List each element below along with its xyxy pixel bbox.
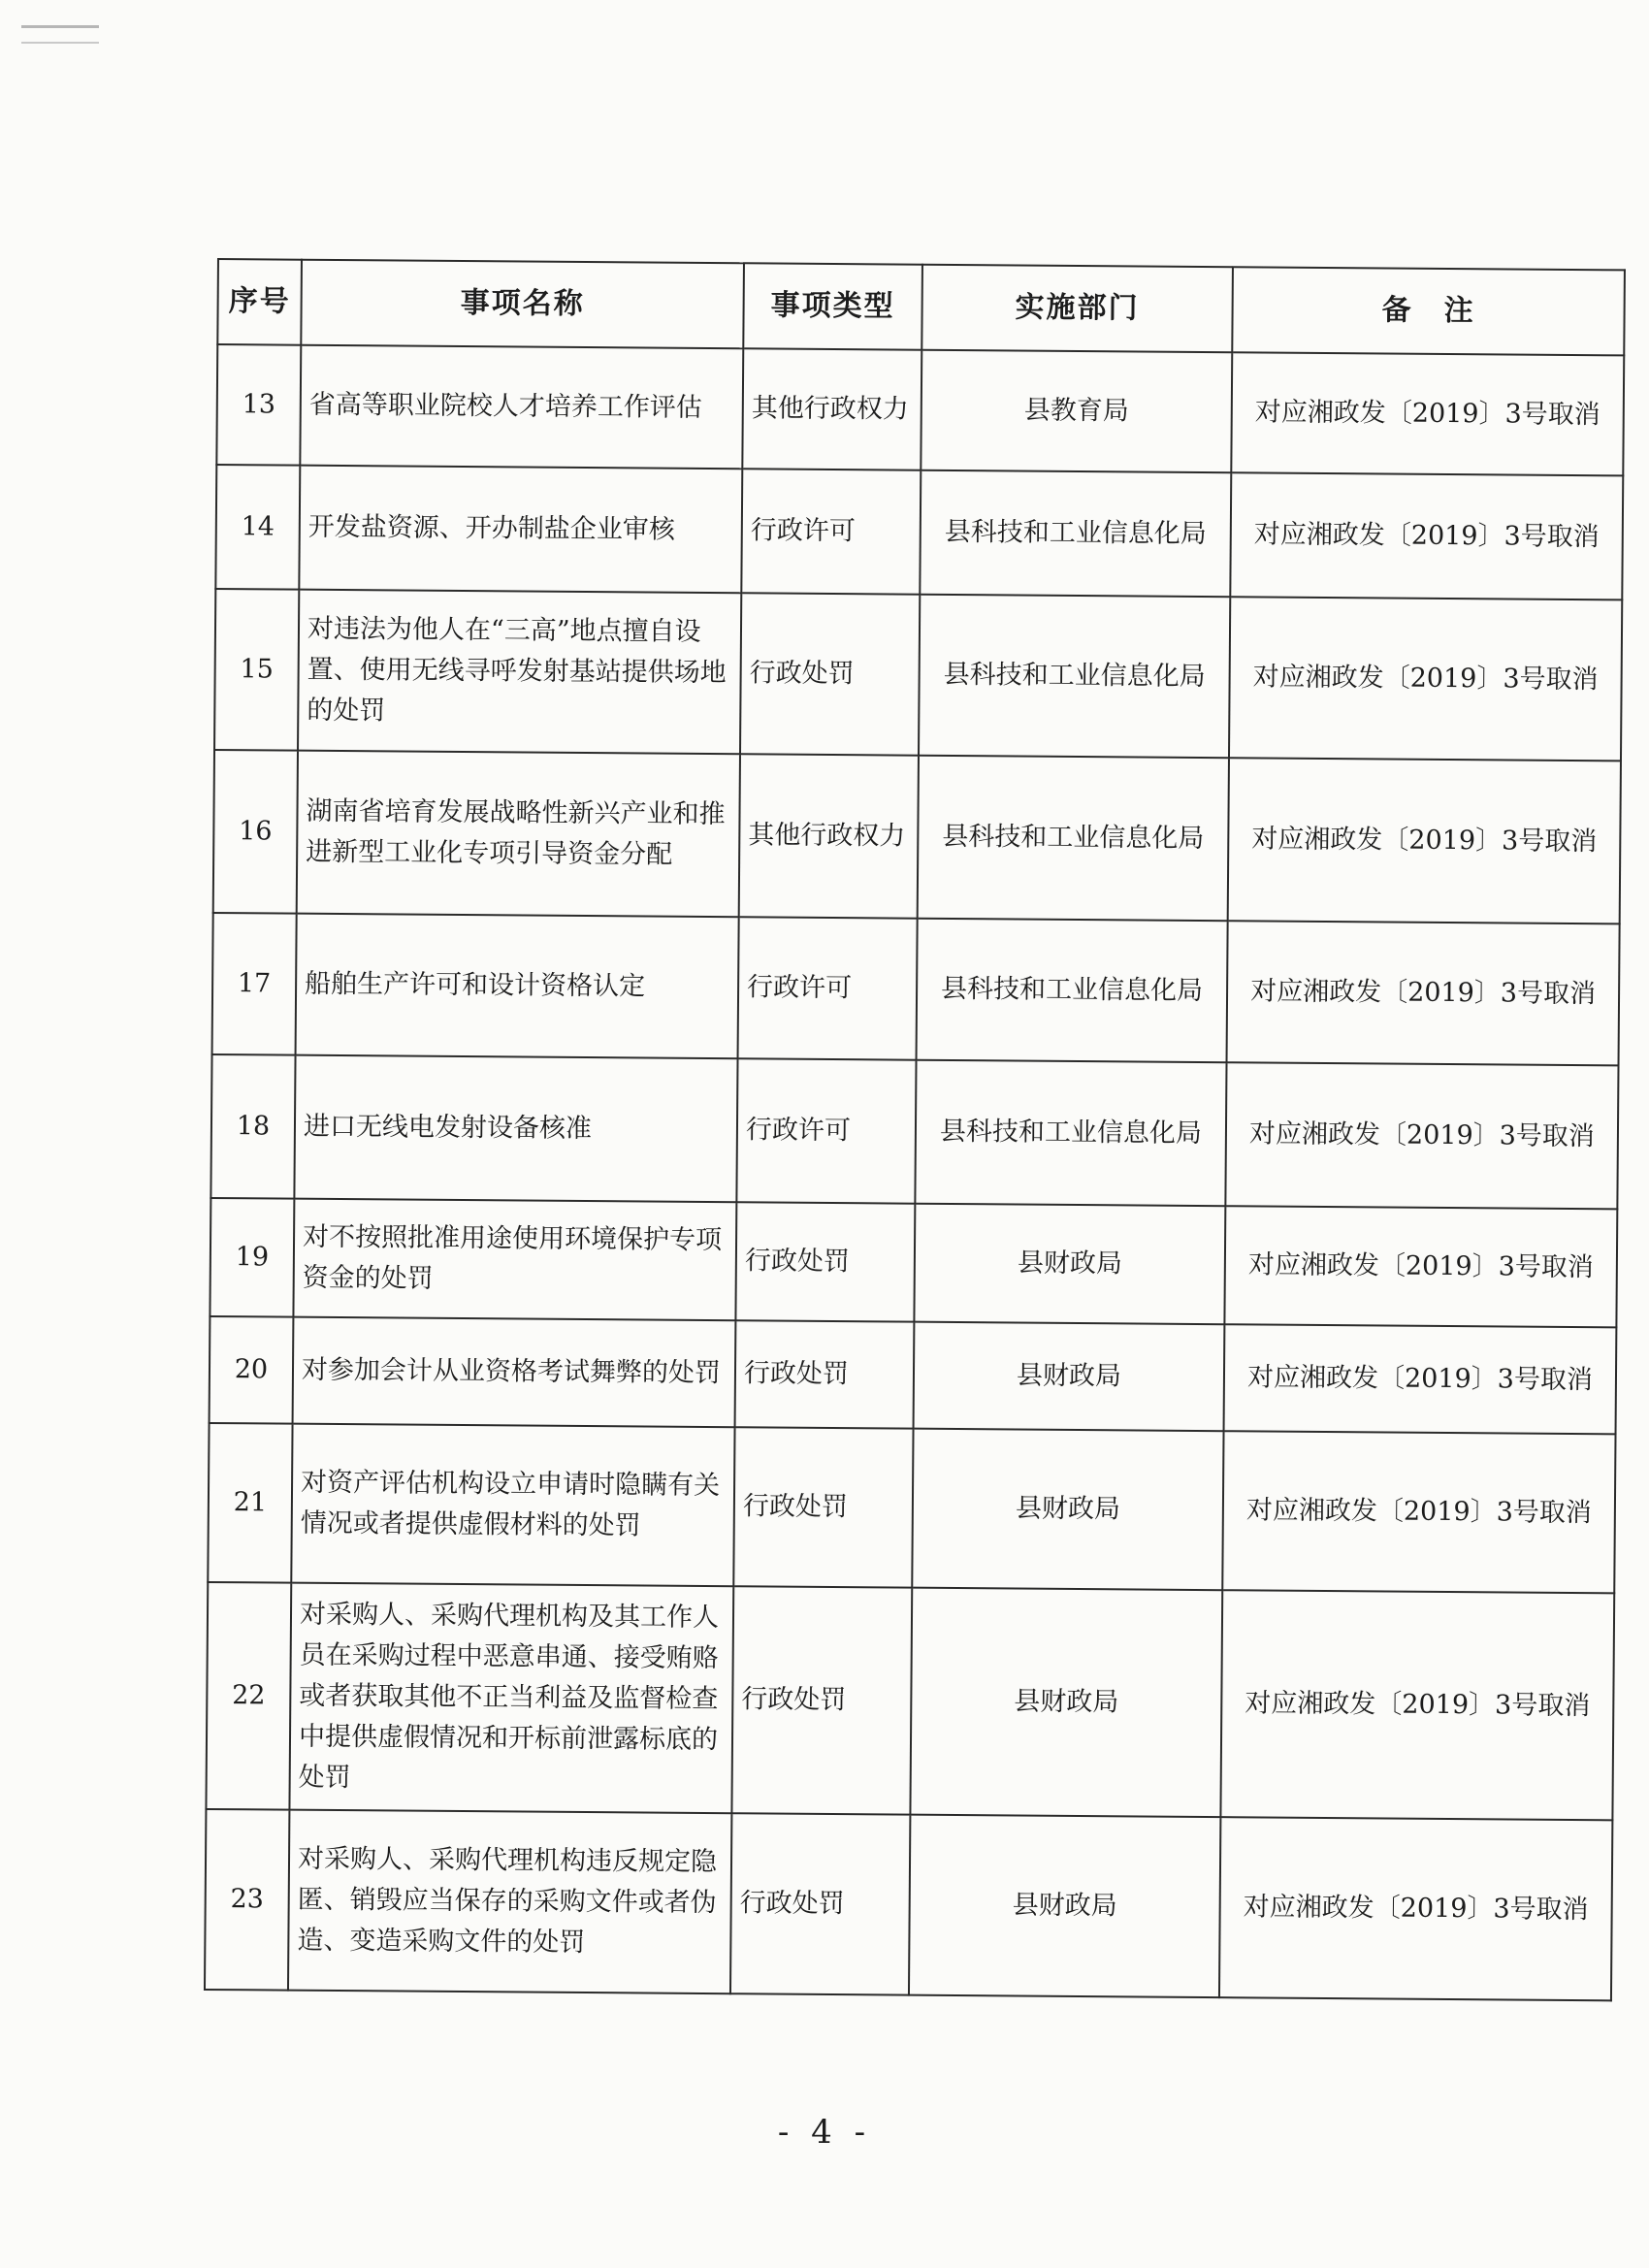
row-type: 行政许可 <box>738 917 918 1059</box>
row-dept: 县科技和工业信息化局 <box>915 1060 1226 1207</box>
row-dept: 县财政局 <box>914 1322 1225 1432</box>
row-type: 行政处罚 <box>730 1813 910 1994</box>
table-row <box>213 750 1621 923</box>
header-type: 事项类型 <box>743 263 922 349</box>
header-dept: 实施部门 <box>922 265 1233 353</box>
row-type: 行政处罚 <box>740 593 920 755</box>
row-note: 对应湘政发〔2019〕3号取消 <box>1220 1590 1614 1820</box>
row-dept: 县财政局 <box>912 1429 1223 1591</box>
row-name: 对采购人、采购代理机构违反规定隐匿、销毁应当保存的采购文件或者伪造、变造采购文件的处罚 <box>288 1810 731 1994</box>
table-row <box>210 1198 1617 1327</box>
row-dept: 县科技和工业信息化局 <box>918 756 1229 922</box>
row-no: 19 <box>210 1198 294 1317</box>
row-note: 对应湘政发〔2019〕3号取消 <box>1225 1062 1618 1209</box>
table-row <box>214 589 1622 761</box>
row-note: 对应湘政发〔2019〕3号取消 <box>1231 352 1624 475</box>
row-name: 对不按照批准用途使用环境保护专项资金的处罚 <box>293 1199 736 1321</box>
row-dept: 县财政局 <box>909 1815 1220 1998</box>
row-no: 14 <box>215 465 300 590</box>
row-note: 对应湘政发〔2019〕3号取消 <box>1230 472 1623 599</box>
header-no: 序号 <box>217 259 302 345</box>
row-note: 对应湘政发〔2019〕3号取消 <box>1227 921 1620 1065</box>
row-no: 16 <box>213 750 298 914</box>
row-note: 对应湘政发〔2019〕3号取消 <box>1224 1324 1617 1434</box>
row-no: 13 <box>216 344 301 466</box>
row-name: 对违法为他人在“三高”地点擅自设置、使用无线寻呼发射基站提供场地的处罚 <box>298 590 741 755</box>
matters-table <box>204 258 1626 2001</box>
row-name: 进口无线电发射设备核准 <box>294 1055 737 1203</box>
row-note: 对应湘政发〔2019〕3号取消 <box>1229 597 1622 761</box>
row-no: 17 <box>212 913 297 1055</box>
row-type: 行政处罚 <box>735 1320 915 1428</box>
table-row <box>216 344 1624 475</box>
scan-artifact <box>21 25 99 44</box>
row-type: 行政处罚 <box>735 1202 915 1321</box>
row-no: 23 <box>205 1809 289 1991</box>
row-name: 湖南省培育发展战略性新兴产业和推进新型工业化专项引导资金分配 <box>297 751 740 918</box>
row-no: 15 <box>214 589 299 751</box>
table-row <box>210 1054 1618 1209</box>
row-no: 21 <box>208 1423 292 1583</box>
row-note: 对应湘政发〔2019〕3号取消 <box>1219 1817 1612 2000</box>
row-type: 其他行政权力 <box>739 754 919 918</box>
row-note: 对应湘政发〔2019〕3号取消 <box>1224 1206 1617 1327</box>
table-row <box>210 1316 1617 1434</box>
row-dept: 县财政局 <box>910 1588 1222 1818</box>
row-type: 行政许可 <box>736 1058 916 1203</box>
row-type: 其他行政权力 <box>742 348 922 470</box>
table-row <box>206 1582 1614 1820</box>
table-row <box>212 913 1620 1065</box>
header-note: 备 注 <box>1232 267 1625 355</box>
row-name: 对采购人、采购代理机构及其工作人员在采购过程中恶意串通、接受贿赂或者获取其他不正当利益及监督检查中提供虚假情况和开标前泄露标底的处罚 <box>289 1583 733 1814</box>
row-dept: 县科技和工业信息化局 <box>919 595 1230 759</box>
row-no: 18 <box>210 1054 295 1199</box>
row-name: 船舶生产许可和设计资格认定 <box>296 914 739 1059</box>
row-dept: 县科技和工业信息化局 <box>917 919 1228 1063</box>
row-type: 行政处罚 <box>733 1427 913 1587</box>
row-name: 对参加会计从业资格考试舞弊的处罚 <box>293 1317 736 1428</box>
table-row <box>205 1809 1612 2000</box>
row-note: 对应湘政发〔2019〕3号取消 <box>1228 758 1621 923</box>
row-no: 20 <box>210 1316 294 1424</box>
row-name: 省高等职业院校人才培养工作评估 <box>300 345 743 470</box>
row-dept: 县科技和工业信息化局 <box>920 470 1231 598</box>
table-row <box>215 465 1623 599</box>
header-name: 事项名称 <box>301 260 744 349</box>
row-name: 开发盐资源、开办制盐企业审核 <box>299 466 742 594</box>
row-type: 行政处罚 <box>731 1586 912 1814</box>
row-no: 22 <box>206 1582 291 1810</box>
table-row <box>208 1423 1615 1593</box>
page-number: - 4 - <box>777 2113 872 2152</box>
row-note: 对应湘政发〔2019〕3号取消 <box>1222 1431 1615 1593</box>
row-name: 对资产评估机构设立申请时隐瞒有关情况或者提供虚假材料的处罚 <box>291 1424 734 1587</box>
row-dept: 县财政局 <box>914 1204 1225 1325</box>
table-header-row <box>217 259 1625 355</box>
row-dept: 县教育局 <box>921 350 1232 473</box>
row-type: 行政许可 <box>741 469 921 594</box>
